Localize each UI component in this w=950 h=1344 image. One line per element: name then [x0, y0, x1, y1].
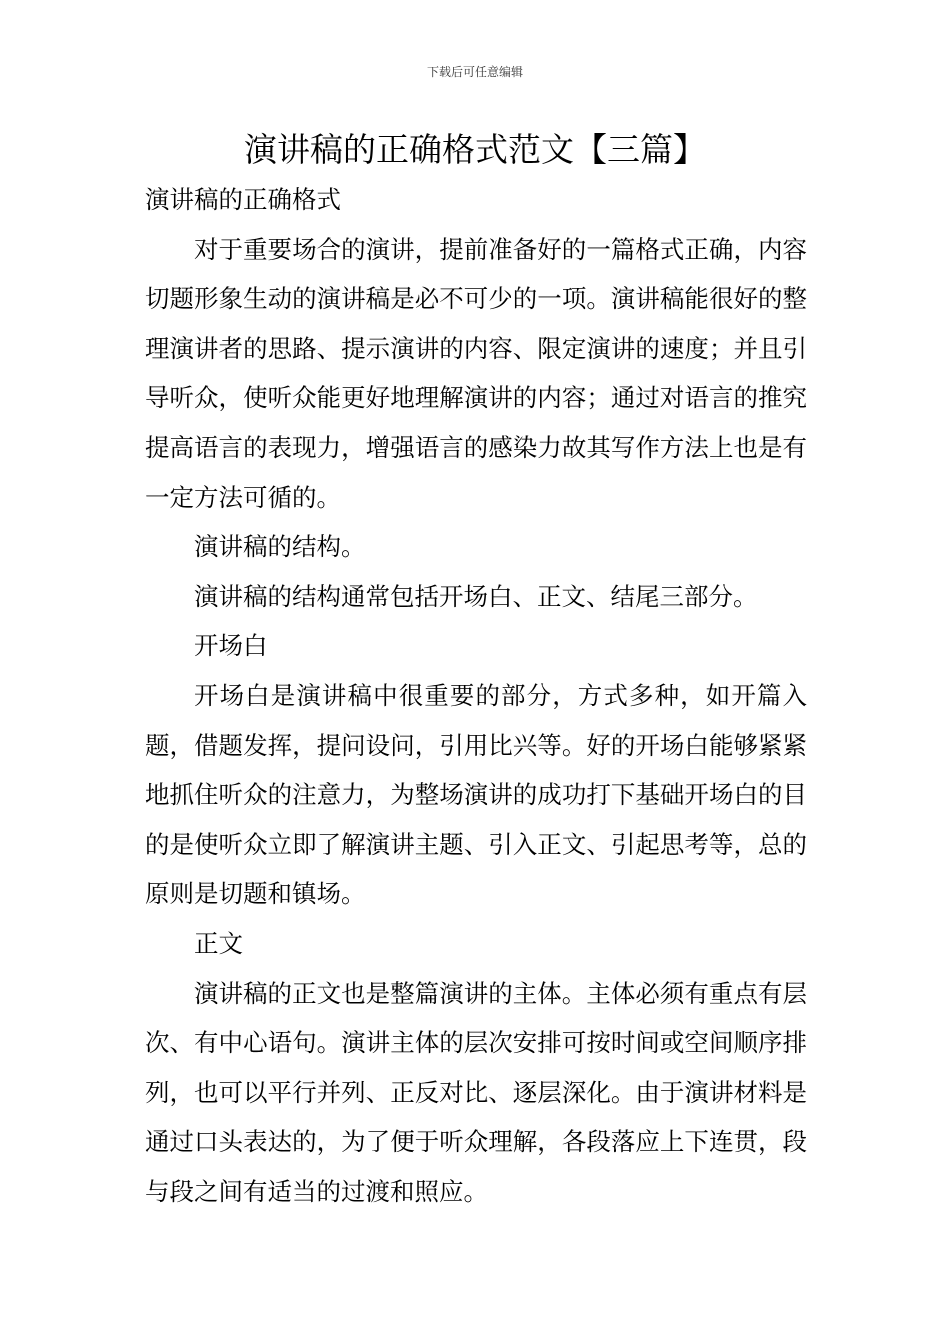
paragraph-structure-heading: 演讲稿的结构。 [194, 532, 366, 562]
paragraph-structure-summary: 演讲稿的结构通常包括开场白、正文、结尾三部分。 [194, 581, 758, 611]
page-header-note: 下载后可任意编辑 [426, 65, 523, 79]
document-subtitle: 演讲稿的正确格式 [145, 185, 341, 214]
document-title: 演讲稿的正确格式范文【三篇】 [244, 130, 706, 169]
paragraph-opening-heading: 开场白 [194, 631, 268, 661]
document-body [145, 175, 807, 1216]
paragraph-main-body: 演讲稿的正文也是整篇演讲的主体。主体必须有重点有层次、有中心语句。演讲主体的层次安排可按时间或空间顺序排列，也可以平行并列、正反对比、逐层深化。由于演讲材料是通过口头表达的，为了便于听众理解，各段落应上下连贯，段与段之间有适当的过渡和照应。 [145, 978, 807, 1206]
paragraph-opening-body: 开场白是演讲稿中很重要的部分，方式多种，如开篇入题，借题发挥，提问设问，引用比兴等。好的开场白能够紧紧地抓住听众的注意力，为整场演讲的成功打下基础开场白的目的是使听众立即了解演讲主题、引入正文、引起思考等，总的原则是切题和镇场。 [145, 680, 807, 909]
paragraph-main-heading: 正文 [194, 928, 243, 958]
paragraph-intro: 对于重要场合的演讲，提前准备好的一篇格式正确，内容切题形象生动的演讲稿是必不可少的一项。演讲稿能很好的整理演讲者的思路、提示演讲的内容、限定演讲的速度；并且引导听众，使听众能更好地理解演讲的内容；通过对语言的推究提高语言的表现力，增强语言的感染力故其写作方法上也是有一定方法可循的。 [145, 234, 807, 512]
